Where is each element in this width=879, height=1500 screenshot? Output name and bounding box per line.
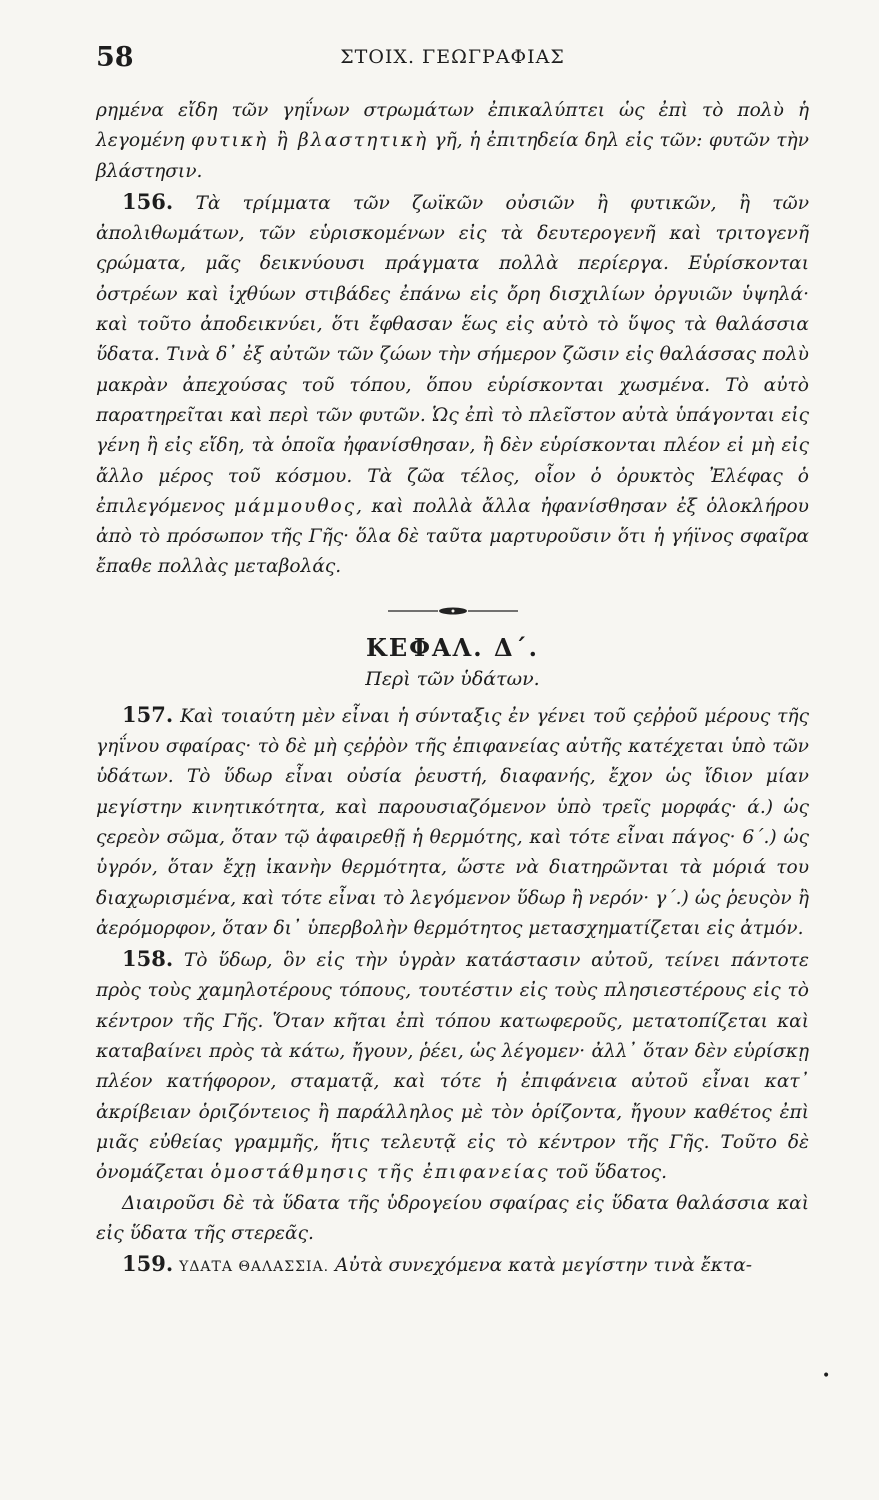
section-156-number: 156. [122,188,174,214]
division-paragraph: Διαιροῦσι δὲ τὰ ὕδατα τῆς ὑδρογείου σφαίρας εἰς ὕδατα θαλάσσια καὶ εἰς ὕδατα τῆς στερεᾶς. [96,1192,809,1244]
section-159-number: 159. [122,1251,174,1277]
running-head: ΣΤΟΙΧ. ΓΕΩΓΡΑΦΙΑΣ [340,46,565,68]
section-159-text: Αὐτὰ συνεχόμενα κατὰ μεγίστην τινὰ ἔκτα- [329,1255,753,1277]
section-156-text-b: , καὶ πολλὰ ἄλλα ἠφανίσθησαν ἐξ ὁλοκλήρου ἀπὸ τὸ πρόσωπον τῆς Γῆς· ὅλα δὲ ταῦτα μαρτυροῦσιν ὅτι ἡ γήϊνος σφαῖρα ἔπαθε πολλὰς μεταβολάς. [96,495,809,578]
intro-paragraph [96,96,809,187]
chapter-subtitle: Περὶ τῶν ὑδάτων. [365,667,540,690]
section-158-number: 158. [122,946,174,972]
intro-text-b: γῆ, ἡ ἐπιτηδεία δηλ εἰς τῶν: φυτῶν τὴν βλάστησιν. [96,130,809,182]
section-158-text-b: τοῦ ὕδατος. [549,1162,667,1184]
page-number: 58 [96,42,134,73]
section-158-term: ὁμοστάθμησις τῆς ἐπιφανείας [210,1162,550,1184]
section-156-term: μάμμουθος [234,495,357,517]
section-156-text: Τὰ τρίμματα τῶν ζωϊκῶν οὐσιῶν ἢ φυτικῶν, ἢ τῶν ἀπολιθωμάτων, τῶν εὑρισκομένων εἰς τὰ δευτερογενῆ καὶ τριτογενῆ ςρώματα, μᾶς δεικνύουσι πράγματα πολλὰ περίεργα. Εὑρίσκονται ὀστρέων καὶ ἰχθύων στιβάδες ἐπάνω εἰς ὄρη δισχιλίων ὀργυιῶν ὑψηλά· καὶ τοῦτο ἀποδεικνύει, ὅτι ἔφθασαν ἕως εἰς αὐτὸ τὸ ὕψος τὰ θαλάσσια ὕδατα. Τινὰ δ᾽ ἐξ αὐτῶν τῶν ζώων τὴν σήμερον ζῶσιν εἰς θαλάσσας πολὺ μακρὰν ἀπεχούσας τοῦ τόπου, ὅπου εὑρίσκονται χωσμένα. Τὸ αὐτὸ παρατηρεῖται καὶ περὶ τῶν φυτῶν. Ὡς ἐπὶ τὸ πλεῖστον αὐτὰ ὑπάγονται εἰς γένη ἢ εἰς εἴδη, τὰ ὁποῖα ἠφανίσθησαν, ἢ δὲν εὑρίσκονται πλέον εἰ μὴ εἰς ἄλλο μέρος τοῦ κόσμου. Τὰ ζῶα τέλος, οἷον ὁ ὀρυκτὸς Ἐλέφας ὁ ἐπιλεγόμενος [96,192,810,517]
section-157 [96,700,809,944]
page-header [96,42,809,82]
section-156 [96,187,809,583]
intro-text-a: ρημένα εἴδη τῶν γηΐνων στρωμάτων ἐπικαλύπτει ὡς ἐπὶ τὸ πολὺ ἡ λεγομένη [96,100,809,152]
section-157-text: Καὶ τοιαύτη μὲν εἶναι ἡ σύνταξις ἐν γένει τοῦ ςεῤῥοῦ μέρους τῆς γηΐνου σφαίρας· τὸ δὲ μὴ ςεῤῥὸν τῆς ἐπιφανείας αὐτῆς κατέχεται ὑπὸ τῶν ὑδάτων. Τὸ ὕδωρ εἶναι οὐσία ῥευστή, διαφανής, ἔχον ὡς ἴδιον μίαν μεγίστην κινητικότητα, καὶ παρουσιαζόμενον ὑπὸ τρεῖς μορφάς· ά.) ὡς ςερεὸν σῶμα, ὅταν τῷ ἀφαιρεθῇ ἡ θερμότης, καὶ τότε εἶναι πάγος· 6΄.) ὡς ὑγρόν, ὅταν ἔχῃ ἱκανὴν θερμότητα, ὥστε νὰ διατηρῶνται τὰ μόριά του διαχωρισμένα, καὶ τότε εἶναι τὸ λεγόμενον ὕδωρ ἢ νερόν· γ΄.) ὡς ῥευςὸν ἢ ἀερόμορφον, ὅταν δι᾽ ὑπερβολὴν θερμότητος μετασχηματίζεται εἰς ἀτμόν. [96,705,809,939]
section-159-heading: ΥΔΑΤΑ ΘΑΛΑΣΣΙΑ. [179,1259,330,1276]
section-158-text: Τὸ ὕδωρ, ὃν εἰς τὴν ὑγρὰν κατάστασιν αὐτοῦ, τείνει πάντοτε πρὸς τοὺς χαμηλοτέρους τόπους, τουτέστιν εἰς τοὺς πλησιεστέρους εἰς τὸ κέντρον τῆς Γῆς. Ὅταν κῆται ἐπὶ τόπου κατωφεροῦς, μετατοπίζεται καὶ καταβαίνει πρὸς τὰ κάτω, ἤγουν, ῥέει, ὡς λέγομεν· ἀλλ᾽ ὅταν δὲν εὑρίσκῃ πλέον κατήφορον, σταματᾷ, καὶ τότε ἡ ἐπιφάνεια αὐτοῦ εἶναι κατ᾽ ἀκρίβειαν ὁριζόντειος ἢ παράλληλος μὲ τὸν ὁρίζοντα, ἤγουν καθέτος ἐπὶ μιᾶς εὐθείας γραμμῆς, ἥτις τελευτᾷ εἰς τὸ κέντρον τῆς Γῆς. Τοῦτο δὲ ὀνομάζεται [96,950,809,1184]
section-157-number: 157. [122,701,174,727]
section-158 [96,944,809,1188]
chapter-title: ΚΕΦΑΛ. Δ΄. [366,632,539,662]
ornament-divider [388,605,518,617]
section-159 [96,1249,809,1282]
intro-term: φυτικὴ ἢ βλαστητικὴ [190,130,429,152]
footer-mark: • [822,1368,831,1384]
